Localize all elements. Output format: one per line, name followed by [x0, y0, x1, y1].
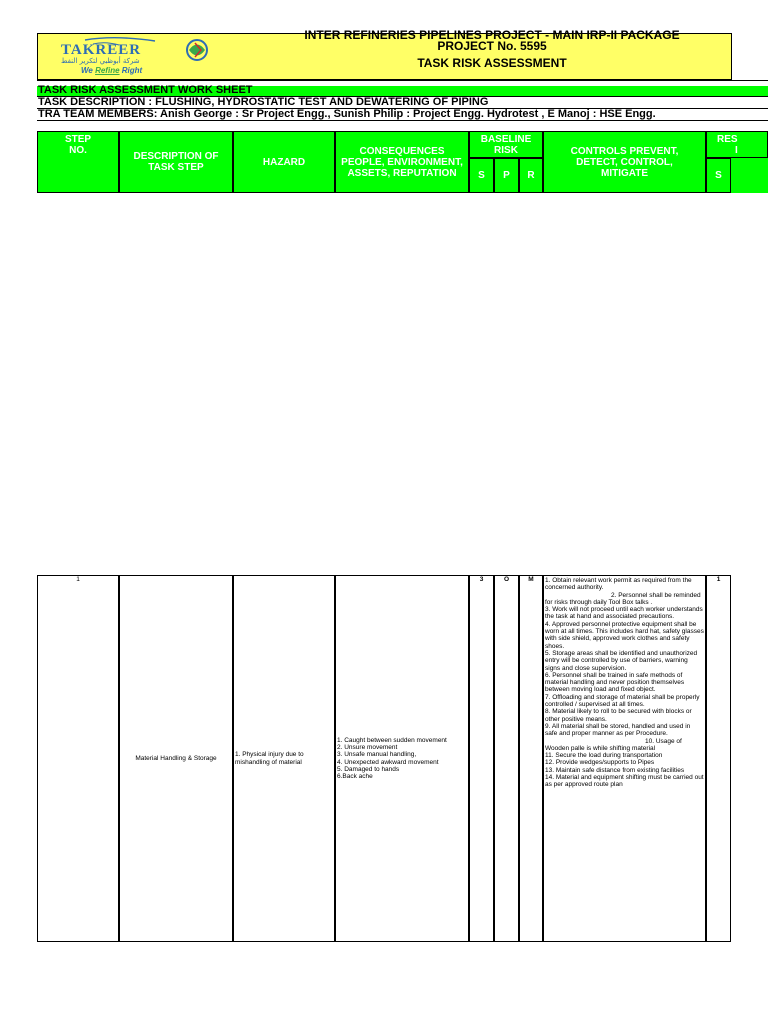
- control-item: 3. Work will not proceed until each worker understands the task at hand and associated precautions.: [545, 606, 703, 621]
- control-item: 1. Obtain relevant work permit as required from the concerned authority.: [545, 577, 692, 592]
- col-residual-sub: I: [735, 144, 738, 156]
- project-number: PROJECT No. 5595: [437, 39, 547, 53]
- company-logo: [37, 33, 237, 79]
- worksheet-label: TASK RISK ASSESSMENT WORK SHEET: [38, 84, 253, 96]
- row1-step: 1: [76, 576, 80, 583]
- row1-s-cell: [469, 575, 494, 942]
- logo-arabic-text: شركة أبوظبي لتكرير النفط: [61, 57, 140, 65]
- control-item: 13. Maintain safe distance from existing facilities: [545, 766, 685, 774]
- col-residual-risk: [706, 131, 768, 158]
- col-residual-label: RES: [717, 133, 738, 145]
- logo-tagline: [81, 66, 142, 75]
- row1-description-cell: [119, 575, 233, 942]
- col-baseline-p: P: [494, 158, 519, 193]
- row1-hazard: 1. Physical injury due to mishandling of material: [235, 751, 304, 766]
- row1-step-cell: [37, 575, 119, 942]
- row1-hazard-cell: [233, 575, 335, 942]
- row1-controls-cell: [543, 575, 706, 942]
- col-consequences: CONSEQUENCES PEOPLE, ENVIRONMENT, ASSETS, REPUTATION: [335, 131, 469, 193]
- control-item: 6. Personnel shall be trained in safe methods of material handling and never position themselves between moving load and fixed object.: [545, 671, 685, 694]
- team-members: TRA TEAM MEMBERS: Anish George : Sr Project Engg., Sunish Philip : Project Engg. Hydrotest , E Manoj : HSE Engg.: [38, 108, 656, 120]
- row1-residual-s-cell: [706, 575, 731, 942]
- row1-residual-s: 1: [716, 576, 721, 583]
- consequence-item: 2. Unsure movement: [337, 743, 398, 751]
- row1-p-cell: [494, 575, 519, 942]
- control-item: 9. All material shall be stored, handled and used in safe and proper manner as per Procedure.: [545, 722, 691, 738]
- document-title: TASK RISK ASSESSMENT: [417, 56, 567, 70]
- logo-brand-text: TAKREER: [61, 42, 142, 58]
- control-item: 8. Material likely to roll to be secured with blocks or other positive means.: [545, 708, 692, 723]
- control-item: 14. Material and equipment shifting must be carried out as per approved route plan: [545, 774, 704, 789]
- row1-s: 3: [479, 576, 484, 583]
- row1-r-cell: [519, 575, 543, 942]
- control-item: 7. Offloading and storage of material shall be properly controlled / supervised at all times.: [545, 693, 700, 709]
- control-item: 11. Secure the load during transportation: [545, 752, 663, 760]
- control-item: 2. Personnel shall be reminded for risks through daily Tool Box talks .: [545, 591, 701, 606]
- row1-r: M: [528, 576, 534, 583]
- control-item: 12. Provide wedges/supports to Pipes: [545, 759, 655, 767]
- consequence-item: 6.Back ache: [337, 773, 373, 781]
- row1-p: O: [503, 576, 510, 583]
- project-title-line1: INTER REFINERIES PIPELINES PROJECT - MAIN IRP-II PACKAGE: [304, 28, 680, 42]
- consequence-item: 5. Damaged to hands: [337, 765, 400, 773]
- control-item: 5. Storage areas shall be identified and unauthorized entry will be controlled by use of barriers, warning signs and close supervision.: [545, 649, 698, 672]
- row1-consequences-list: [337, 737, 447, 781]
- team-underline: [37, 120, 768, 121]
- control-item: 10. Usage of Wooden palle is while shifting material: [545, 737, 682, 752]
- divider-line: [37, 80, 768, 81]
- consequence-item: 1. Caught between sudden movement: [337, 736, 447, 744]
- tagline-pre: We: [81, 66, 96, 75]
- col-controls: CONTROLS PREVENT, DETECT, CONTROL, MITIGATE: [543, 131, 706, 193]
- col-description: DESCRIPTION OF TASK STEP: [119, 131, 233, 193]
- col-baseline-risk: BASELINE RISK: [469, 131, 543, 158]
- col-hazard: HAZARD: [233, 131, 335, 193]
- consequence-item: 4. Unexpected awkward movement: [337, 758, 439, 766]
- col-baseline-r: R: [519, 158, 543, 193]
- tagline-post: Right: [119, 66, 143, 75]
- task-description: TASK DESCRIPTION : FLUSHING, HYDROSTATIC TEST AND DEWATERING OF PIPING: [38, 96, 489, 108]
- row1-controls-list: [545, 576, 704, 789]
- row1-consequences-cell: [335, 575, 469, 942]
- tagline-highlight: Refine: [95, 66, 120, 75]
- col-step-no: STEP NO.: [37, 131, 119, 193]
- consequence-item: 3. Unsafe manual handling,: [337, 751, 417, 759]
- col-residual-s: S: [706, 158, 731, 193]
- control-item: 4. Approved personnel protective equipment shall be worn at all times. This includes hard hat, safety glasses with side shield, approved work clothes and safety shoes.: [545, 620, 704, 650]
- row1-description: Material Handling & Storage: [135, 754, 217, 762]
- col-baseline-s: S: [469, 158, 494, 193]
